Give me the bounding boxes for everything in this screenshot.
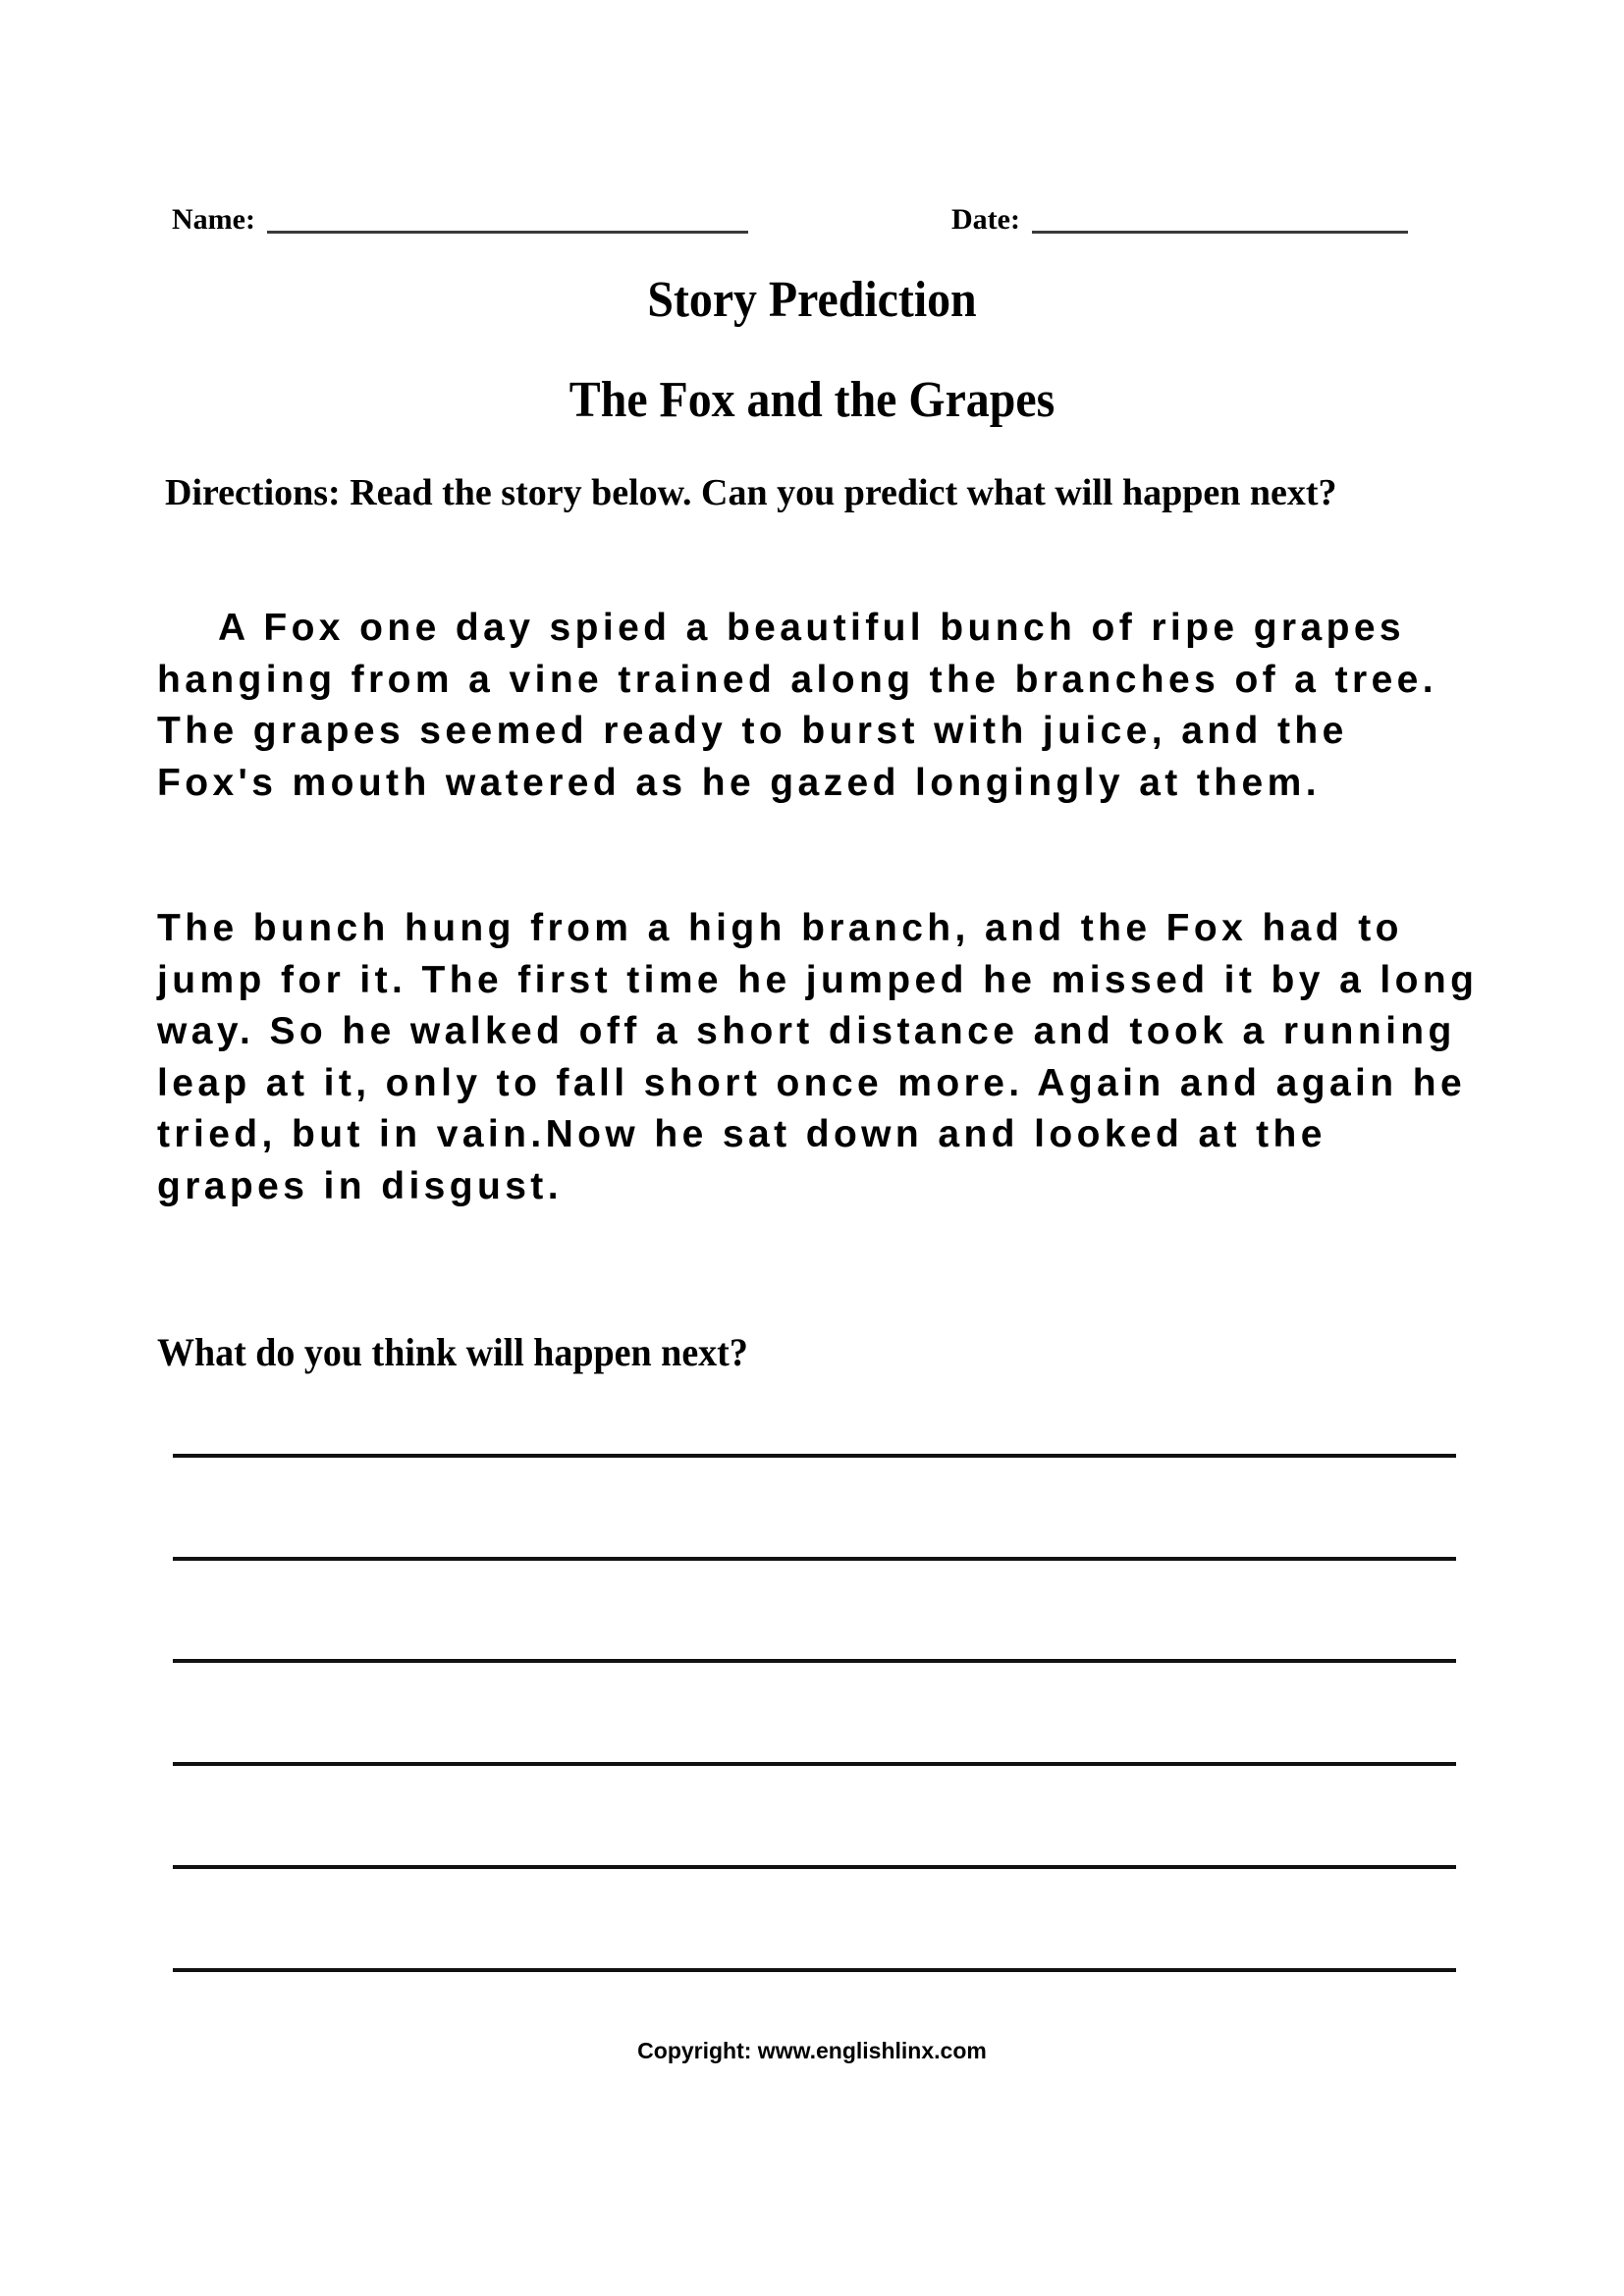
copyright-footer: Copyright: www.englishlinx.com [637, 2038, 987, 2063]
directions-text [157, 467, 1473, 518]
story-title: The Fox and the Grapes [568, 372, 1056, 428]
date-blank-line[interactable] [1032, 231, 1408, 234]
worksheet-title: Story Prediction [647, 272, 977, 328]
answer-line-5[interactable] [173, 1865, 1456, 1869]
story-paragraph-2: The bunch hung from a high branch, and the Fox had to jump for it. The first time he jumped he missed it by a long way. So he walked off a short distance and took a running leap at it, only to fall short once more. Again and again he tried, but in vain.Now he sat down and looked at the grapes in disgust. [157, 907, 1479, 1207]
date-field[interactable] [951, 192, 1408, 238]
name-blank-line[interactable] [267, 231, 748, 234]
answer-line-4[interactable] [173, 1762, 1456, 1766]
name-label: Name: [172, 203, 255, 236]
date-label: Date: [951, 203, 1020, 236]
name-field[interactable] [172, 192, 748, 238]
prediction-question: What do you think will happen next? [157, 1330, 748, 1374]
story-paragraph-1: A Fox one day spied a beautiful bunch of ripe grapes hanging from a vine trained along the branches of a tree. The grapes seemed ready to burst with juice, and the Fox's mouth watered as he gazed longingly at them. [157, 607, 1437, 804]
answer-line-3[interactable] [173, 1659, 1456, 1663]
answer-line-1[interactable] [173, 1454, 1456, 1458]
answer-line-2[interactable] [173, 1557, 1456, 1561]
answer-line-6[interactable] [173, 1968, 1456, 1972]
directions-label: Directions: Read the story below. Can you predict what will happen next? [165, 472, 1337, 513]
